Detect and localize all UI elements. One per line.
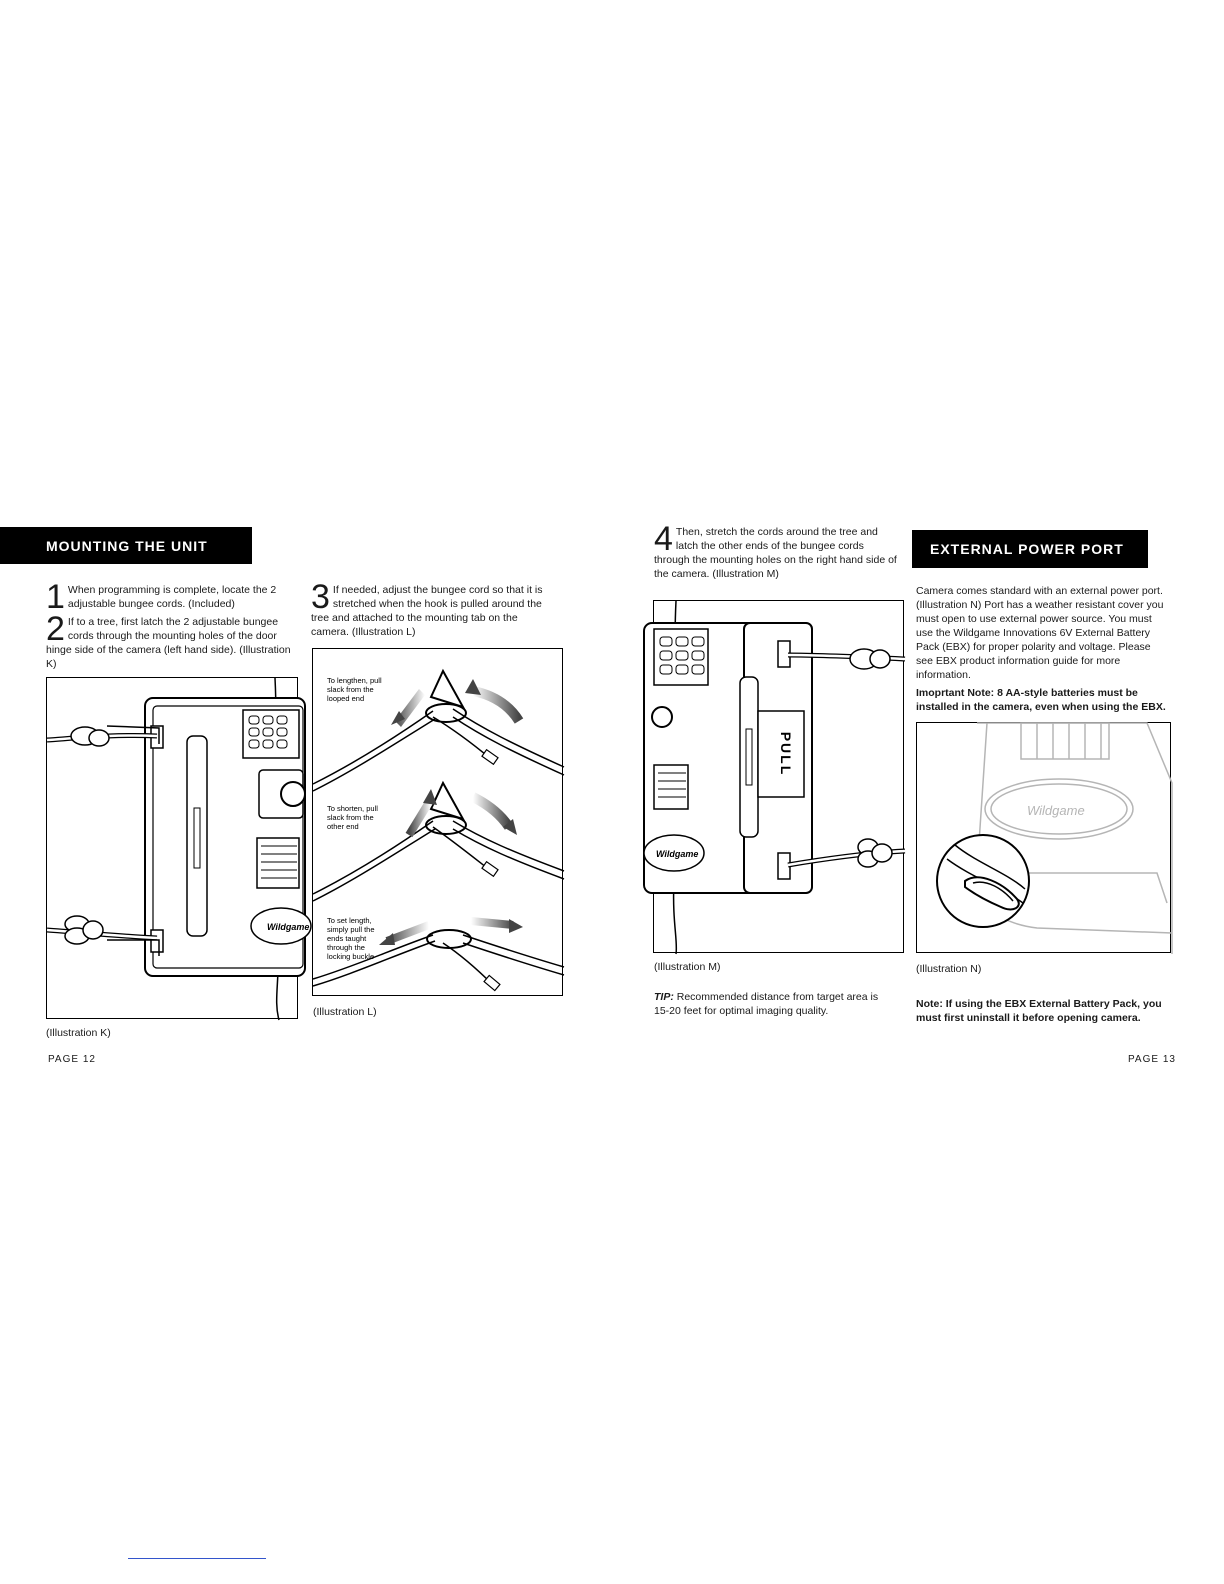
- label-set-1: To set length,: [327, 916, 372, 925]
- step-3: [311, 578, 557, 639]
- camera-mounted-left-drawing: [47, 678, 310, 1020]
- label-shorten-1: To shorten, pull: [327, 804, 378, 813]
- logo-text: Wildgame: [1027, 803, 1085, 818]
- bungee-buckle-diagram: [313, 649, 564, 997]
- section-title-external-power: [912, 530, 1148, 568]
- step-text: If needed, adjust the bungee cord so that it is stretched when the hook is pulled around the tree and attached to the mounting tab on the camera. (Illustration L): [311, 584, 543, 638]
- illustration-n: [916, 722, 1171, 953]
- step-number: 4: [654, 520, 673, 558]
- label-set-2: simply pull the: [327, 925, 375, 934]
- pull-label: PULL: [778, 731, 794, 777]
- illustration-m: [653, 600, 904, 953]
- camera-mounted-right-drawing: [654, 601, 905, 954]
- label-set-3: ends taught: [327, 934, 367, 943]
- tip-body: Recommended distance from target area is 15-20 feet for optimal imaging quality.: [654, 991, 879, 1017]
- caption-illustration-m: (Illustration M): [654, 961, 721, 973]
- label-lengthen-3: looped end: [327, 694, 365, 703]
- step-number: 3: [311, 578, 330, 616]
- step-number: 2: [46, 610, 65, 648]
- logo-text: Wildgame: [267, 922, 310, 932]
- step-text: If to a tree, first latch the 2 adjustable bungee cords through the mounting holes of the door hinge side of the camera (left hand side). (Illustration K): [46, 616, 291, 670]
- label-set-4: through the: [327, 943, 365, 952]
- footer-link-line[interactable]: [128, 1558, 266, 1559]
- step-text: Then, stretch the cords around the tree and latch the other ends of the bungee cords through the mounting holes on the right hand side of the camera. (Illustration M): [654, 526, 897, 580]
- step-text: When programming is complete, locate the 2 adjustable bungee cords. (Included): [67, 584, 277, 610]
- tip-label: TIP:: [654, 991, 674, 1003]
- caption-illustration-n: (Illustration N): [916, 963, 982, 975]
- label-lengthen-2: slack from the: [327, 685, 374, 694]
- label-set-5: locking buckle: [327, 952, 375, 961]
- step-2: [46, 610, 292, 671]
- label-shorten-2: slack from the: [327, 813, 374, 822]
- illustration-l: [312, 648, 563, 996]
- step-number: 1: [46, 578, 65, 616]
- caption-illustration-l: (Illustration L): [313, 1006, 377, 1018]
- illustration-k: [46, 677, 310, 1019]
- logo-text: Wildgame: [656, 849, 699, 859]
- section-title-text: MOUNTING THE UNIT: [46, 537, 208, 554]
- page-number-right: PAGE 13: [1128, 1054, 1176, 1065]
- section-title-mounting: [0, 527, 252, 564]
- important-note: Imoprtant Note: 8 AA-style batteries must be installed in the camera, even when using the EBX.: [916, 687, 1166, 713]
- external-power-body: Camera comes standard with an external power port. (Illustration N) Port has a weather resistant cover you must open to use external power source. You must use the Wildgame Innovations 6V External Battery Pack (EBX) for proper polarity and voltage. Please see EBX product information guide for more information.: [916, 585, 1164, 681]
- caption-illustration-k: (Illustration K): [46, 1027, 111, 1039]
- label-lengthen-1: To lengthen, pull: [327, 676, 382, 685]
- section-title-text: EXTERNAL POWER PORT: [930, 541, 1124, 557]
- external-port-drawing: [917, 723, 1172, 954]
- tip-text: [654, 990, 894, 1018]
- ebx-note: Note: If using the EBX External Battery Pack, you must first uninstall it before opening camera.: [916, 998, 1162, 1024]
- step-1: [46, 578, 292, 616]
- step-4: [654, 520, 898, 581]
- label-shorten-3: other end: [327, 822, 359, 831]
- page-number-left: PAGE 12: [48, 1054, 96, 1065]
